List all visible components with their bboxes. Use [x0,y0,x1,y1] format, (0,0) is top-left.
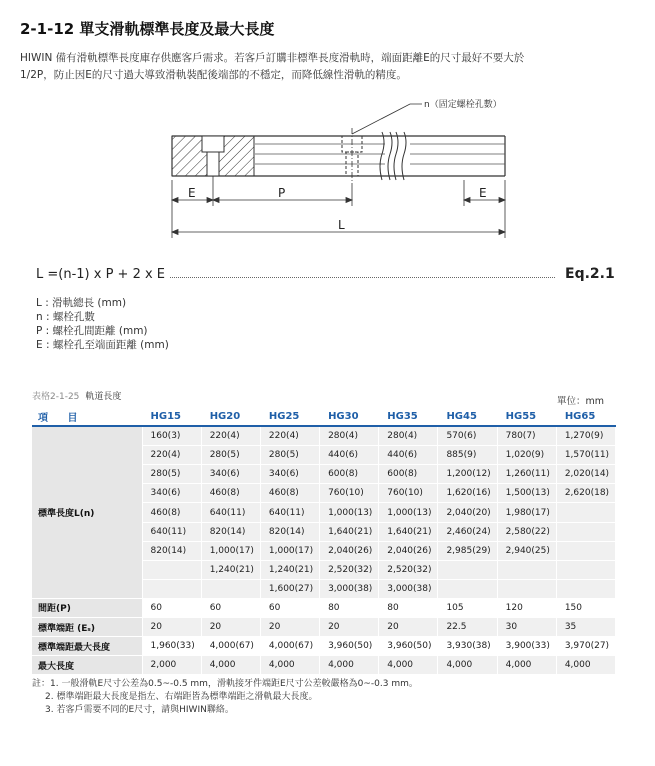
table-cell: 120 [497,598,556,617]
table-cell: 1,960(33) [142,637,201,656]
rail-length-table [32,407,616,675]
table-cell [201,579,260,598]
table-cell: 4,000 [260,656,319,675]
table-cell: 20 [201,618,260,637]
table-cell [556,560,615,579]
table-cell: 1,000(13) [320,503,379,522]
table-cell: 640(11) [201,503,260,522]
legend-item: E : 螺栓孔至端面距離 (mm) [36,339,169,351]
note-item: 3. 若客戶需要不同的E尺寸，請與HIWIN聯絡。 [45,705,234,715]
table-cell: 460(8) [142,503,201,522]
table-cell: 80 [379,598,438,617]
table-unit: 單位：mm [557,396,605,407]
break-lines [380,132,406,180]
table-cell: 820(14) [142,541,201,560]
table-cell: 440(6) [320,446,379,465]
table-cell: 3,000(38) [320,579,379,598]
table-cell: 2,940(25) [497,541,556,560]
length-formula: L =(n-1) x P + 2 x E [36,267,166,282]
header-model: HG55 [497,407,556,426]
table-cell [142,560,201,579]
table-row [32,618,616,637]
table-cell: 760(10) [379,484,438,503]
table-cell: 340(6) [142,484,201,503]
table-caption-title: 軌道長度 [85,392,122,402]
table-cell: 570(6) [438,426,497,446]
formula-leader-dots [170,277,555,278]
table-cell: 820(14) [201,522,260,541]
table-cell: 460(8) [260,484,319,503]
table-cell: 600(8) [379,465,438,484]
table-cell: 4,000 [556,656,615,675]
table-cell: 1,260(11) [497,465,556,484]
std-length-label: 標準長度L(n) [32,426,142,598]
table-cell [556,503,615,522]
table-cell: 2,040(26) [320,541,379,560]
table-cell: 280(5) [260,446,319,465]
table-caption-number: 表格2-1-25 [32,392,80,402]
table-cell: 640(11) [142,522,201,541]
equation-number: Eq.2.1 [565,266,615,282]
table-cell: 1,000(17) [201,541,260,560]
table-cell: 2,460(24) [438,522,497,541]
table-cell: 20 [379,618,438,637]
table-cell: 2,040(26) [379,541,438,560]
table-cell [556,541,615,560]
header-model: HG30 [320,407,379,426]
table-cell: 1,270(9) [556,426,615,446]
table-cell: 885(9) [438,446,497,465]
header-model: HG45 [438,407,497,426]
intro-line-2: 1/2P，防止因E的尺寸過大導致滑軌裝配後端部的不穩定，而降低線性滑軌的精度。 [20,69,407,81]
table-cell: 60 [142,598,201,617]
table-cell: 460(8) [201,484,260,503]
header-model: HG20 [201,407,260,426]
intro-paragraph [20,50,630,84]
row-label: 間距(P) [32,598,142,617]
table-notes [32,678,418,717]
table-cell [556,522,615,541]
table-cell: 3,930(38) [438,637,497,656]
dim-label-p: P [278,186,286,200]
table-cell: 1,640(21) [379,522,438,541]
table-cell: 2,620(18) [556,484,615,503]
table-cell: 220(4) [142,446,201,465]
table-cell: 1,570(11) [556,446,615,465]
callout-leader [352,104,422,134]
rail-diagram [160,92,540,242]
table-cell: 1,240(21) [201,560,260,579]
header-model: HG65 [556,407,615,426]
table-cell: 280(4) [320,426,379,446]
table-cell: 2,985(29) [438,541,497,560]
formula-legend [36,296,169,352]
table-cell: 4,000 [201,656,260,675]
table-cell: 3,000(38) [379,579,438,598]
row-label: 最大長度 [32,656,142,675]
table-cell: 440(6) [379,446,438,465]
legend-item: P : 螺栓孔間距離 (mm) [36,325,148,337]
table-cell: 280(5) [201,446,260,465]
table-cell: 1,240(21) [260,560,319,579]
table-cell [556,579,615,598]
table-cell: 3,960(50) [320,637,379,656]
header-model: HG25 [260,407,319,426]
dim-label-l: L [338,218,345,232]
table-cell: 80 [320,598,379,617]
table-row [32,637,616,656]
note-item: 註：1. 一般滑軌E尺寸公差為0.5~-0.5 mm，滑軌接牙件端距E尺寸公差較嚴格為0~-0.3 mm。 [32,679,418,689]
table-cell: 3,970(27) [556,637,615,656]
callout-label: n（固定螺栓孔數） [424,100,502,110]
table-cell: 1,000(17) [260,541,319,560]
table-cell: 220(4) [260,426,319,446]
table-cell [142,579,201,598]
table-cell: 105 [438,598,497,617]
table-header-row [32,407,616,426]
table-cell: 1,000(13) [379,503,438,522]
table-cell: 2,020(14) [556,465,615,484]
table-caption [32,389,121,402]
table-body [32,426,616,675]
table-cell [438,560,497,579]
dim-label-e-left: E [188,186,196,200]
table-cell: 20 [260,618,319,637]
table-cell: 160(3) [142,426,201,446]
table-row [32,426,616,446]
table-cell: 150 [556,598,615,617]
table-cell: 600(8) [320,465,379,484]
header-item: 項 目 [32,407,142,426]
table-cell: 4,000 [379,656,438,675]
table-cell: 3,960(50) [379,637,438,656]
table-cell: 1,600(27) [260,579,319,598]
hatched-section [172,136,254,176]
note-item: 2. 標準端距最大長度是指左、右端距皆為標準端距之滑軌最大長度。 [45,692,318,702]
table-cell: 4,000 [497,656,556,675]
table-cell: 280(5) [142,465,201,484]
table-cell: 4,000(67) [201,637,260,656]
table-cell: 340(6) [260,465,319,484]
table-cell: 340(6) [201,465,260,484]
table-cell [497,579,556,598]
table-cell: 20 [142,618,201,637]
table-cell: 2,040(20) [438,503,497,522]
table-cell: 1,200(12) [438,465,497,484]
table-cell: 780(7) [497,426,556,446]
header-model: HG15 [142,407,201,426]
table-cell: 760(10) [320,484,379,503]
legend-item: L : 滑軌總長 (mm) [36,297,127,309]
table-cell: 35 [556,618,615,637]
table-row [32,656,616,675]
table-cell [497,560,556,579]
row-label: 標準端距 (Eₛ) [32,618,142,637]
dim-label-e-right: E [479,186,487,200]
section-title: 2-1-12 單支滑軌標準長度及最大長度 [20,20,275,38]
table-cell: 640(11) [260,503,319,522]
table-cell [438,579,497,598]
table-cell: 1,500(13) [497,484,556,503]
table-cell: 1,020(9) [497,446,556,465]
table-cell: 30 [497,618,556,637]
table-cell: 220(4) [201,426,260,446]
table-cell: 2,000 [142,656,201,675]
intro-line-1: HIWIN 備有滑軌標準長度庫存供應客戶需求。若客戶訂購非標準長度滑軌時，端面距離E的尺寸最好不要大於 [20,52,525,64]
table-cell: 4,000(67) [260,637,319,656]
table-cell: 60 [260,598,319,617]
legend-item: n : 螺栓孔數 [36,311,95,323]
table-cell: 4,000 [438,656,497,675]
table-cell: 1,980(17) [497,503,556,522]
table-cell: 2,520(32) [379,560,438,579]
table-cell: 60 [201,598,260,617]
header-model: HG35 [379,407,438,426]
table-cell: 22.5 [438,618,497,637]
table-cell: 2,520(32) [320,560,379,579]
table-cell: 2,580(22) [497,522,556,541]
table-cell: 20 [320,618,379,637]
table-cell: 1,640(21) [320,522,379,541]
table-cell: 4,000 [320,656,379,675]
row-label: 標準端距最大長度 [32,637,142,656]
table-cell: 1,620(16) [438,484,497,503]
table-cell: 820(14) [260,522,319,541]
table-cell: 280(4) [379,426,438,446]
table-row [32,598,616,617]
table-cell: 3,900(33) [497,637,556,656]
